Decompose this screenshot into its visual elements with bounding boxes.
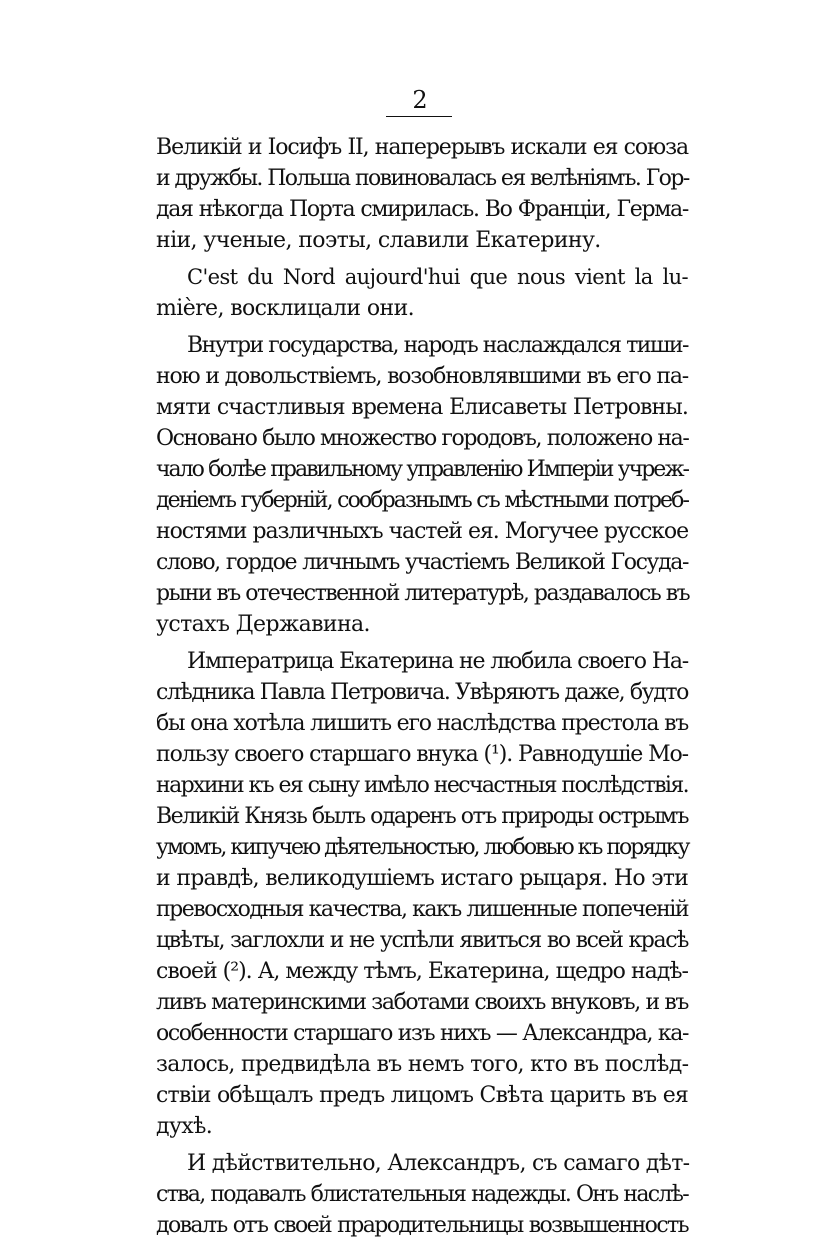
text-line: Основано было множество городовъ, положено на- [156,426,689,451]
text-line: Великій Князь былъ одаренъ отъ природы острымъ [156,804,688,829]
text-line: довалъ отъ своей прародительницы возвышенность [156,1213,688,1238]
text-line: и правдѣ, великодушіемъ истаго рыцаря. Но эти [156,866,688,891]
text-line: дая нѣкогда Порта смирилась. Во Франціи, Герма- [156,197,688,222]
text-line: слѣдника Павла Петровича. Увѣряютъ даже, будто [156,680,688,705]
text-line: чало болѣе правильному управленію Имперіи учреж- [156,457,688,482]
text-line: деніемъ губерній, сообразнымъ съ мѣстными потреб- [156,488,688,513]
text-line: умомъ, кипучею дѣятельностью, любовью къ порядку [156,835,689,860]
text-line: цвѣты, заглохли и не успѣли явиться во всей красѣ [156,928,688,953]
text-line: бы она хотѣла лишить его наслѣдства престола въ [156,711,689,736]
text-line: и дружбы. Польша повиновалась ея велѣніямъ. Гор- [156,166,689,191]
paragraph [156,330,688,640]
text-line: мяти счастливыя времена Елисаветы Петровны. [156,395,688,420]
text-line: своей (²). А, между тѣмъ, Екатерина, щедро надѣ- [156,959,688,984]
text-line: ства, подавалъ блистательныя надежды. Онъ наслѣ- [156,1182,688,1207]
page-number-rule [386,116,452,117]
text-line: устахъ Державина. [156,612,370,637]
text-line: ніи, ученые, поэты, славили Екатерину. [156,228,601,253]
text-line: ностями различныхъ частей ея. Могучее русское [156,519,688,544]
text-line: Великій и Іосифъ II, наперерывъ искали ея союза [156,135,688,160]
text-line: слово, гордое личнымъ участіемъ Великой Госуда- [156,550,688,575]
paragraph [156,646,688,1142]
page-number: 2 [412,86,428,114]
text-line: Внутри государства, народъ наслаждался тиши- [187,333,688,358]
text-line: C'est du Nord aujourd'hui que nous vient la lu- [187,265,688,289]
text-line: Императрица Екатерина не любила своего На- [187,649,688,674]
paragraph [156,1148,688,1241]
text-line: нархини къ ея сыну имѣло несчастныя послѣдствія. [156,773,688,798]
paragraph [156,262,688,324]
text-line: ствіи обѣщалъ предъ лицомъ Свѣта царить въ ея [156,1083,688,1108]
text-line: ною и довольствіемъ, возобновлявшими въ его па- [156,364,688,389]
text-line: духѣ. [156,1114,213,1139]
text-line: И дѣйствительно, Александръ, съ самаго дѣт- [187,1151,690,1176]
text-line: ливъ материнскими заботами своихъ внуковъ, и въ [156,990,688,1015]
text-line: превосходныя качества, какъ лишенные попеченій [156,897,688,922]
text-line: рыни въ отечественной литературѣ, раздавалось въ [156,581,690,606]
text-line: залось, предвидѣла въ немъ того, кто въ послѣд- [156,1052,689,1077]
text-line: особенности старшаго изъ нихъ — Александра, ка- [156,1021,688,1046]
paragraph [156,132,688,256]
text-line: mière, восклицали они. [156,296,415,321]
text-line: пользу своего старшаго внука (¹). Равнодушіе Мо- [156,742,688,767]
body-text [156,132,688,1241]
